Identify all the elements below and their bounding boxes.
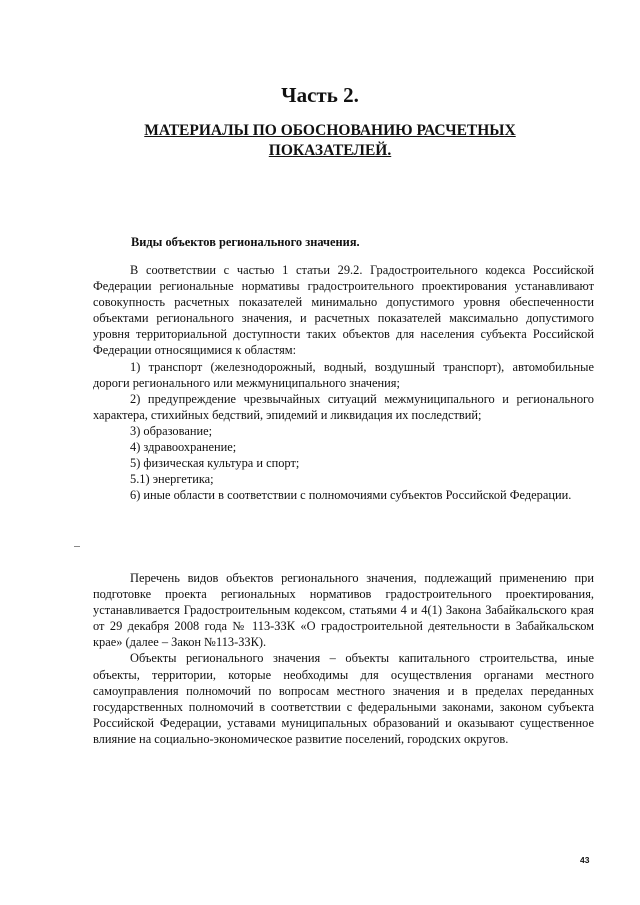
paragraph: В соответствии с частью 1 статьи 29.2. Градостроительного кодекса Российской Федерации региональные нормативы градостроительного проектирования устанавливают совокупность расчетных показателей минимально допустимого уровня обеспеченности объектами регионального значения, и расчетных показателей максимально допустимого уровня территориальной доступности таких объектов для населения субъекта Российской Федерации относящимися к областям: [93,263,594,358]
body-block-2 [93,570,594,747]
list-item: 1) транспорт (железнодорожный, водный, воздушный транспорт), автомобильные дороги регионального или межмуниципального значения; [93,359,594,390]
part-title: Часть 2. [281,83,359,107]
paragraph: Перечень видов объектов регионального значения, подлежащий применению при подготовке проекта региональных нормативов градостроительного проектирования, устанавливается Градостроительным кодексом, статьями 4 и 4(1) Закона Забайкальского края от 29 декабря 2008 года № 113-ЗЗК «О градостроительной деятельности в Забайкальском крае» (далее – Закон №113-ЗЗК). [93,571,594,650]
list-item: 2) предупреждение чрезвычайных ситуаций межмуниципального и регионального характера, стихийных бедствий, эпидемий и ликвидация их последствий; [93,391,594,422]
paragraph: Объекты регионального значения – объекты капитального строительства, иные объекты, территории, которые необходимы для осуществления органами местного самоуправления полномочий по вопросам местного значения и в пределах переданных государственных полномочий в соответствии с федеральными законами, законом субъекта Российской Федерации, уставами муниципальных образований и оказывают существенное влияние на социально-экономическое развитие поселений, городских округов. [93,651,594,746]
body-block-1 [93,262,594,503]
page-number: 43 [580,855,590,865]
list-item: 3) образование; [130,423,213,438]
section-subtitle: МАТЕРИАЛЫ ПО ОБОСНОВАНИЮ РАСЧЕТНЫХ ПОКАЗАТЕЛЕЙ. [144,122,516,159]
list-item: 4) здравоохранение; [130,440,237,455]
section-heading: Виды объектов регионального значения. [131,235,360,249]
list-item: 5.1) энергетика; [130,472,214,487]
margin-mark [74,546,80,547]
list-item: 5) физическая культура и спорт; [130,456,300,471]
list-item: 6) иные области в соответствии с полномочиями субъектов Российской Федерации. [130,488,572,503]
